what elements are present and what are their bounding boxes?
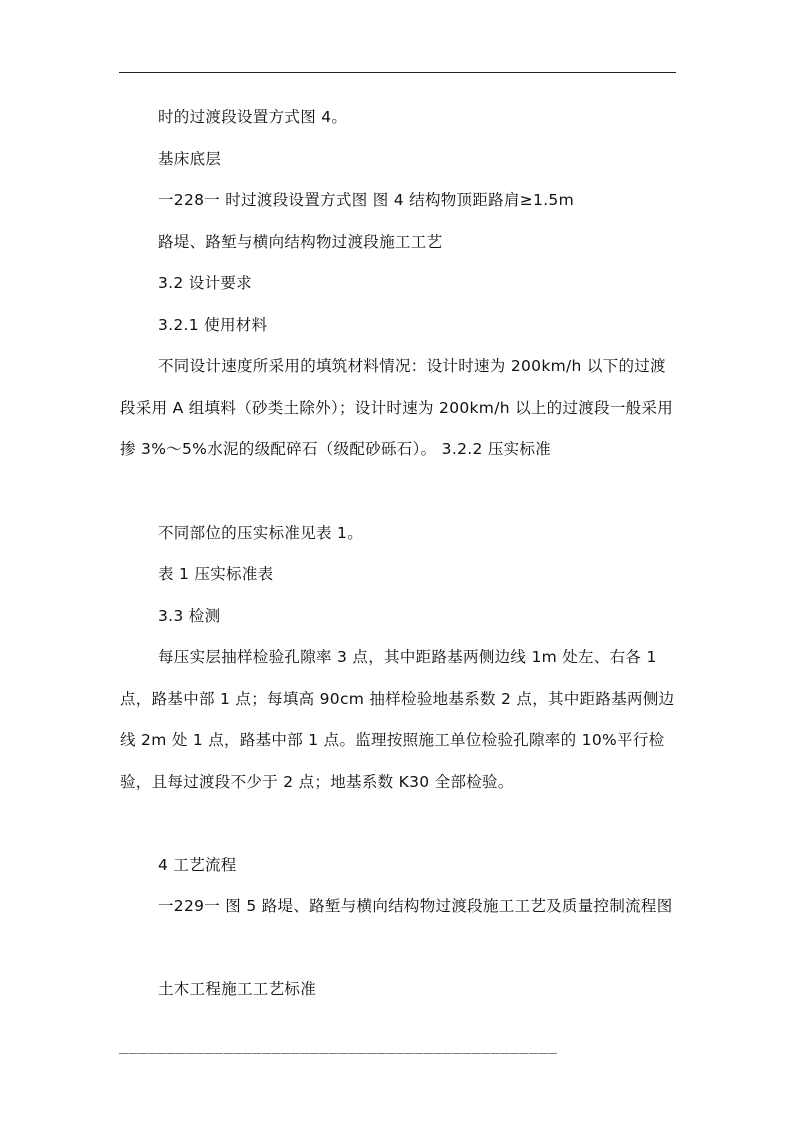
footer-rule: ______________________________________________ (119, 1036, 558, 1054)
paragraph-materials: 不同设计速度所采用的填筑材料情况：设计时速为 200km/h 以下的过渡段采用 A 组填料（砂类土除外）；设计时速为 200km/h 以上的过渡段一般采用掺 3%～5%水泥的级配碎石（级配砂砾石）。 3.2.2 压实标准 (120, 357, 674, 458)
section-heading-4: 4 工艺流程 (158, 856, 237, 874)
paragraph-2: 基床底层 (158, 150, 222, 168)
paragraph-1: 时的过渡段设置方式图 4。 (158, 108, 348, 126)
section-heading-3-2: 3.2 设计要求 (158, 274, 252, 292)
paragraph-compaction: 不同部位的压实标准见表 1。 (158, 524, 363, 542)
section-heading-3-2-1: 3.2.1 使用材料 (158, 316, 268, 334)
header-rule (119, 72, 676, 73)
paragraph-standard: 土木工程施工工艺标准 (158, 980, 317, 998)
paragraph-testing: 每压实层抽样检验孔隙率 3 点，其中距路基两侧边线 1m 处左、右各 1 点，路基中部 1 点；每填高 90cm 抽样检验地基系数 2 点，其中距路基两侧边线 2m 处 1 点，路基中部 1 点。监理按照施工单位检验孔隙率的 10%平行检验，且每过渡段不少于 2 点；地基系数 K30 全部检验。 (120, 648, 675, 791)
paragraph-3: 一228一 时过渡段设置方式图 图 4 结构物顶距路肩≥1.5m (158, 191, 574, 209)
paragraph-figure-5: 一229一 图 5 路堤、路堑与横向结构物过渡段施工工艺及质量控制流程图 (158, 897, 673, 915)
paragraph-4: 路堤、路堑与横向结构物过渡段施工工艺 (158, 233, 443, 251)
table-caption: 表 1 压实标准表 (158, 565, 274, 583)
section-heading-3-3: 3.3 检测 (158, 607, 221, 625)
